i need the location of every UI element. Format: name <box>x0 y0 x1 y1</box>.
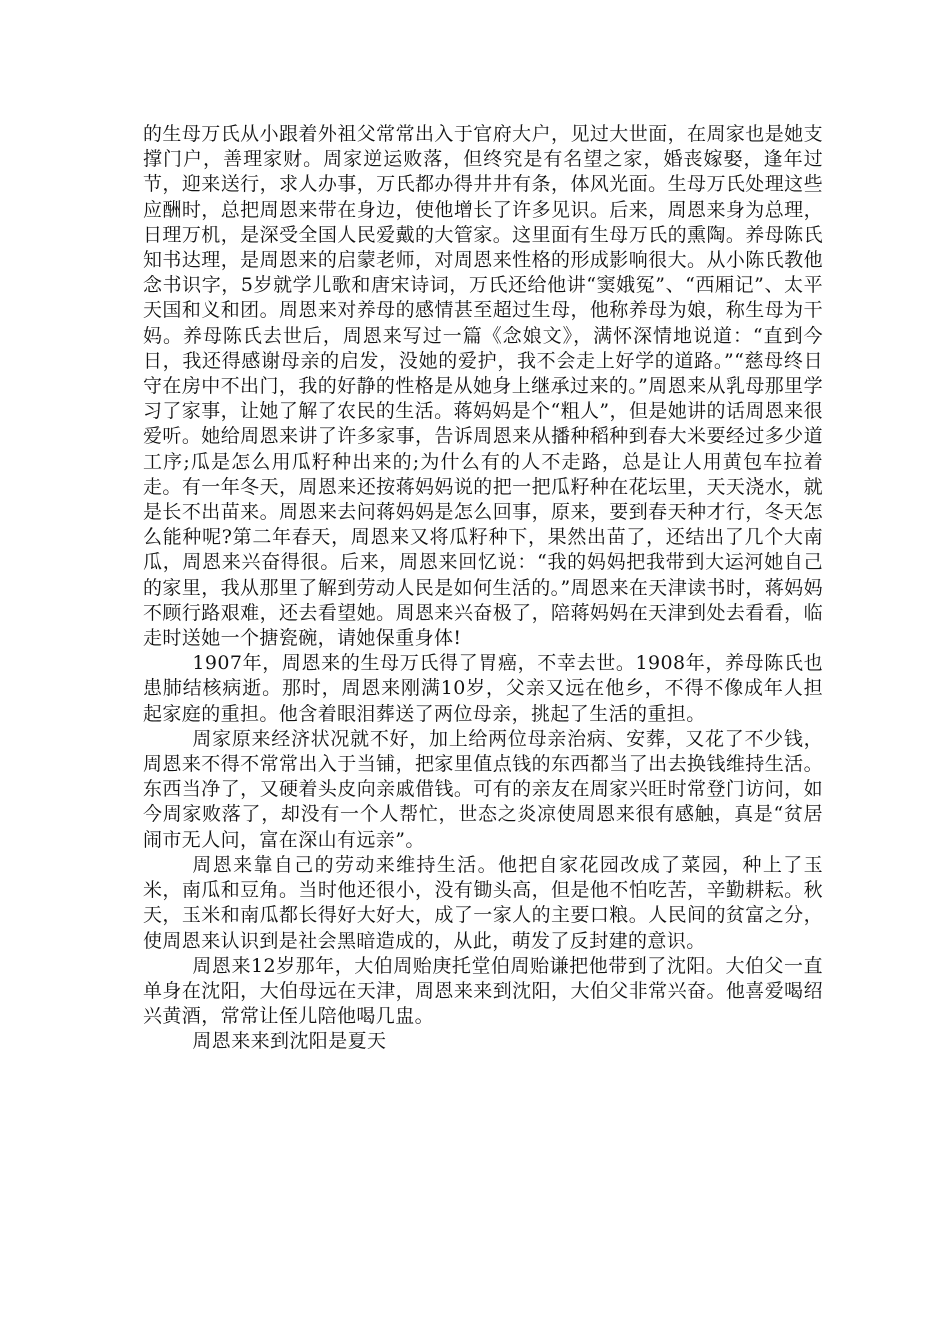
paragraph-2: 1907年，周恩来的生母万氏得了胃癌，不幸去世。1908年，养母陈氏也患肺结核病逝。那时，周恩来刚满10岁，父亲又远在他乡，不得不像成年人担起家庭的重担。他含着眼泪葬送了两位母亲，挑起了生活的重担。 <box>143 652 823 725</box>
paragraph-3: 周家原来经济状况就不好，加上给两位母亲治病、安葬，又花了不少钱，周恩来不得不常常出入于当铺，把家里值点钱的东西都当了出去换钱维持生活。东西当净了，又硬着头皮向亲戚借钱。可有的亲友在周家兴旺时常登门访问，如今周家败落了，却没有一个人帮忙，世态之炎凉使周恩来很有感触，真是“贫居闹市无人问，富在深山有远亲”。 <box>143 727 823 851</box>
paragraph-4: 周恩来靠自己的劳动来维持生活。他把自家花园改成了菜园，种上了玉米，南瓜和豆角。当时他还很小，没有锄头高，但是他不怕吃苦，辛勤耕耘。秋天，玉米和南瓜都长得好大好大，成了一家人的主要口粮。人民间的贫富之分，使周恩来认识到是社会黑暗造成的，从此，萌发了反封建的意识。 <box>143 853 823 952</box>
document-body <box>143 122 823 1055</box>
paragraph-1: 的生母万氏从小跟着外祖父常常出入于官府大户，见过大世面，在周家也是她支撑门户，善理家财。周家逆运败落，但终究是有名望之家，婚丧嫁娶，逢年过节，迎来送行，求人办事，万氏都办得井井有条，体风光面。生母万氏处理这些应酬时，总把周恩来带在身边，使他增长了许多见识。后来，周恩来身为总理，日理万机，是深受全国人民爱戴的大管家。这里面有生母万氏的熏陶。养母陈氏知书达理，是周恩来的启蒙老师，对周恩来性格的形成影响很大。从小陈氏教他念书识字，5岁就学儿歌和唐宋诗词，万氏还给他讲“窦娥冤”、“西厢记”、太平天国和义和团。周恩来对养母的感情甚至超过生母，他称养母为娘，称生母为干妈。养母陈氏去世后，周恩来写过一篇《念娘文》，满怀深情地说道：“直到今日，我还得感谢母亲的启发，没她的爱护，我不会走上好学的道路。”“慈母终日守在房中不出门，我的好静的性格是从她身上继承过来的。”周恩来从乳母那里学习了家事，让她了解了农民的生活。蒋妈妈是个“粗人”，但是她讲的话周恩来很爱听。她给周恩来讲了许多家事，告诉周恩来从播种稻种到春大米要经过多少道工序;瓜是怎么用瓜籽种出来的;为什么有的人不走路，总是让人用黄包车拉着走。有一年冬天，周恩来还按蒋妈妈说的把一把瓜籽种在花坛里，天天浇水，就是长不出苗来。周恩来去问蒋妈妈是怎么回事，原来，要到春天种才行，冬天怎么能种呢?第二年春天，周恩来又将瓜籽种下，果然出苗了，还结出了几个大南瓜，周恩来兴奋得很。后来，周恩来回忆说：“我的妈妈把我带到大运河她自己的家里，我从那里了解到劳动人民是如何生活的。”周恩来在天津读书时，蒋妈妈不顾行路艰难，还去看望她。周恩来兴奋极了，陪蒋妈妈在天津到处去看看，临走时送她一个搪瓷碗，请她保重身体! <box>143 123 823 650</box>
paragraph-6: 周恩来来到沈阳是夏天 <box>192 1030 387 1053</box>
paragraph-5: 周恩来12岁那年，大伯周贻庚托堂伯周贻谦把他带到了沈阳。大伯父一直单身在沈阳，大伯母远在天津，周恩来来到沈阳，大伯父非常兴奋。他喜爱喝绍兴黄酒，常常让侄儿陪他喝几盅。 <box>143 954 823 1028</box>
